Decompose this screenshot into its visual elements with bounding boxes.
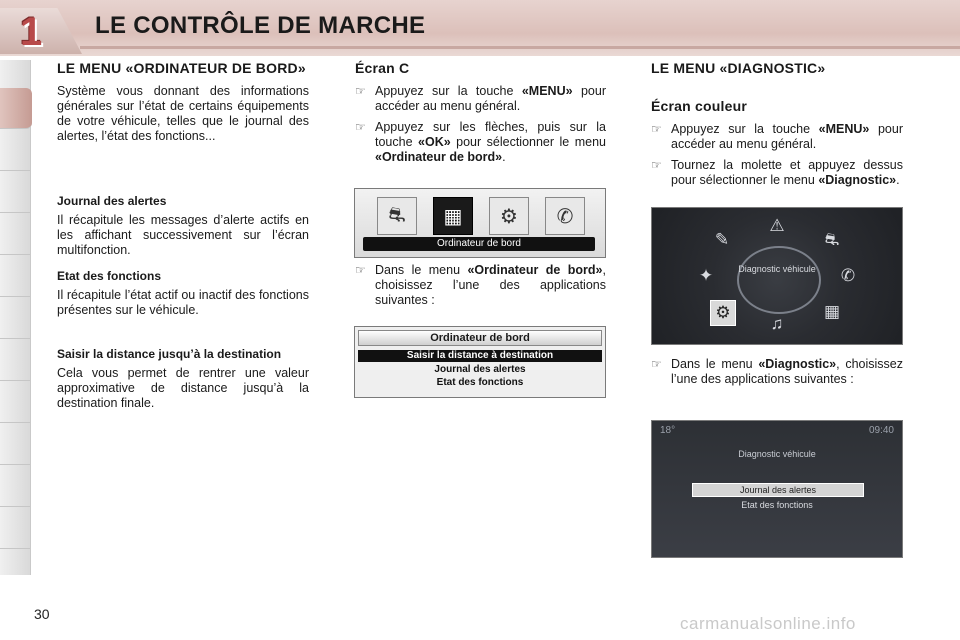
subheading-etat: Etat des fonctions (57, 269, 162, 283)
phone-icon: ✆ (545, 197, 585, 235)
menu-item-distance[interactable]: Saisir la distance à destination (358, 350, 602, 362)
side-tab-active[interactable] (0, 88, 32, 129)
screen-diagnostic-menu (651, 207, 903, 345)
navigation-icon: ✦ (698, 266, 714, 285)
settings-icon: ⚙ (710, 300, 736, 326)
list-item: ☞ Appuyez sur la touche «MENU» pour accéder au menu général. (355, 84, 606, 114)
menu-item-etat[interactable]: Etat des fonctions (741, 500, 813, 510)
list-item: ☞ Appuyez sur les flèches, puis sur la touche «OK» pour sélectionner le menu «Ordinateur de bord». (355, 120, 606, 165)
screen-c-main-menu (354, 188, 606, 258)
computer-icon: ▦ (823, 302, 841, 321)
settings-icon: ⚙ (489, 197, 529, 235)
subheading-ecran-couleur: Écran couleur (651, 98, 747, 115)
menu-item-journal[interactable]: Journal des alertes (434, 364, 526, 375)
side-tab[interactable] (0, 256, 30, 297)
page-number: 30 (34, 606, 50, 622)
text-journal: Il récapitule les messages d’alerte actifs en les affichant successivement sur l’écran multifonction. (57, 212, 309, 257)
text-etat: Il récapitule l’état actif ou inactif des fonctions présentes sur le véhicule. (57, 287, 309, 317)
left-column (57, 60, 309, 410)
side-tab[interactable] (0, 298, 30, 339)
tools-icon: ✎ (714, 230, 730, 249)
middle-column (355, 60, 606, 307)
temperature-readout: 18° (660, 425, 676, 436)
hand-pointer-icon: ☞ (355, 120, 366, 135)
steps-list-c2 (355, 263, 606, 314)
list-item: ☞ Dans le menu «Diagnostic», choisissez l’une des applications suivantes : (651, 357, 903, 386)
steps-list-c (355, 84, 606, 165)
diagnostic-ring (737, 246, 821, 314)
hand-pointer-icon: ☞ (651, 122, 662, 137)
menu-item-journal[interactable]: Journal des alertes (692, 483, 864, 497)
section-heading-ecran-c: Écran C (355, 60, 410, 76)
list-item: ☞ Tournez la molette et appuyez dessus pour sélectionner le menu «Diagnostic». (651, 158, 903, 188)
watermark: carmanualsonline.info (680, 614, 856, 633)
section-heading-diagnostic: LE MENU «DIAGNOSTIC» (651, 60, 826, 76)
diagnostic-label: Diagnostic véhicule (738, 264, 816, 274)
subheading-journal: Journal des alertes (57, 194, 167, 208)
subheading-distance: Saisir la distance jusqu’à la destination (57, 347, 282, 361)
side-tab[interactable] (0, 340, 30, 381)
clock-readout: 09:40 (868, 425, 894, 436)
steps-list-diag2 (651, 357, 903, 393)
list-item: ☞ Dans le menu «Ordinateur de bord», choisissez l’une des applications suivantes : (355, 263, 606, 307)
list-item: ☞ Appuyez sur la touche «MENU» pour accéder au menu général. (651, 122, 903, 152)
page-title: LE CONTRÔLE DE MARCHE (95, 12, 426, 39)
section-journal (57, 195, 309, 258)
phone-icon: ✆ (840, 266, 856, 285)
section-etat (57, 270, 309, 318)
chapter-number: 1 (20, 10, 43, 54)
side-tab[interactable] (0, 130, 30, 171)
side-tab[interactable] (0, 214, 30, 255)
text-distance: Cela vous permet de rentrer une valeur approximative de distance jusqu’à la destination finale. (57, 365, 309, 410)
car-icon: ⛐ (377, 197, 417, 235)
side-tab[interactable] (0, 466, 30, 507)
screen-diagnostic-submenu (651, 420, 903, 558)
side-tab[interactable] (0, 172, 30, 213)
hand-pointer-icon: ☞ (651, 158, 662, 173)
menu-title: Ordinateur de bord (358, 330, 602, 346)
side-tab[interactable] (0, 508, 30, 549)
menu-item-etat[interactable]: Etat des fonctions (436, 377, 524, 388)
submenu-title: Diagnostic véhicule (738, 449, 816, 459)
hand-pointer-icon: ☞ (651, 357, 662, 371)
steps-list-diag (651, 122, 903, 188)
hand-pointer-icon: ☞ (355, 84, 366, 99)
car-icon: ⛐ (824, 230, 840, 249)
hand-pointer-icon: ☞ (355, 263, 366, 277)
header-divider (80, 46, 960, 49)
warning-icon: ⚠ (769, 216, 785, 235)
side-tab[interactable] (0, 382, 30, 423)
intro-text: Système vous donnant des informations générales sur l’état de certains équipements de votre véhicule, telles que le journal des alertes, l’état des fonctions... (57, 84, 309, 144)
section-distance (57, 348, 309, 411)
audio-icon: ♫ (770, 314, 784, 333)
side-tab[interactable] (0, 424, 30, 465)
screen-c-ordinateur-menu (354, 326, 606, 398)
screen-menu-label: Ordinateur de bord (363, 237, 595, 251)
section-heading-ordinateur: LE MENU «ORDINATEUR DE BORD» (57, 60, 306, 76)
computer-icon: ▦ (433, 197, 473, 235)
side-tab-strip (0, 60, 31, 575)
